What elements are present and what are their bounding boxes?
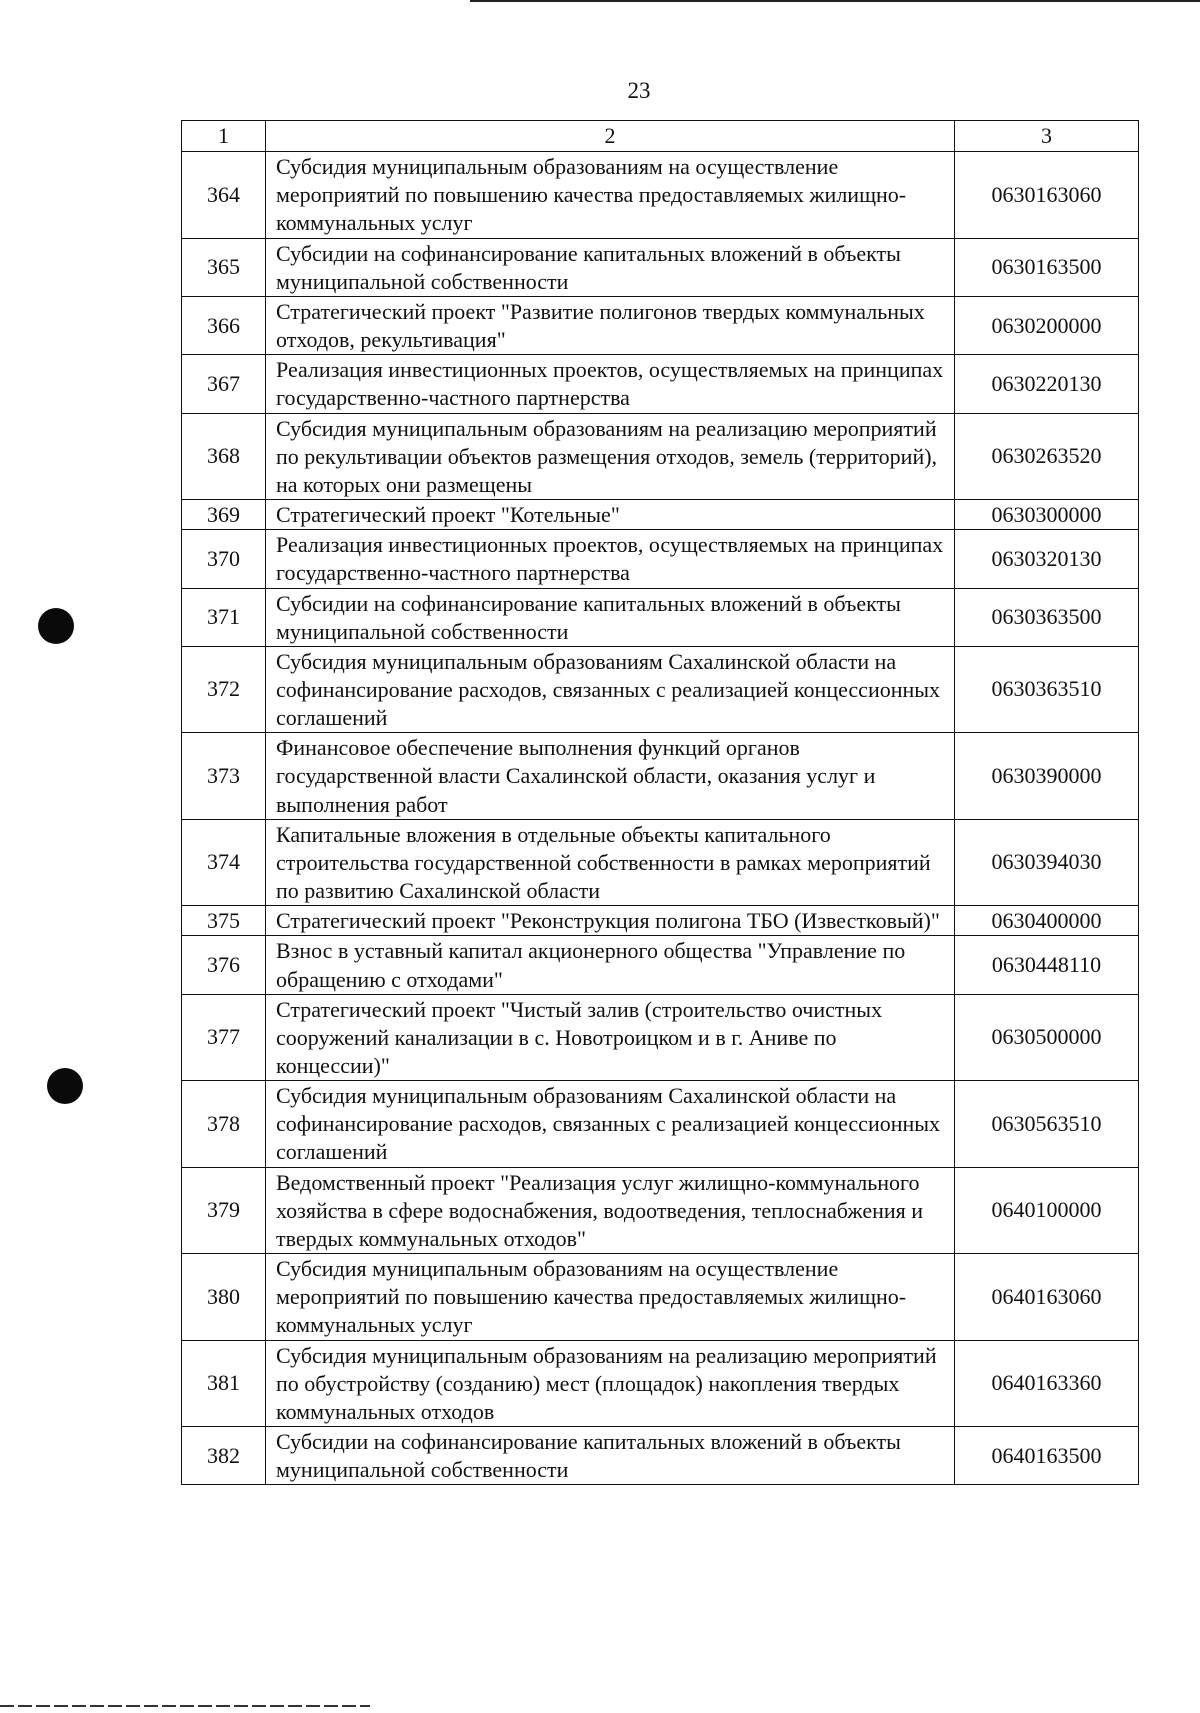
table-row bbox=[182, 819, 1139, 905]
row-number: 371 bbox=[182, 588, 266, 646]
table-row bbox=[182, 355, 1139, 413]
row-name: Стратегический проект "Реконструкция полигона ТБО (Известковый)" bbox=[266, 906, 955, 936]
row-number: 367 bbox=[182, 355, 266, 413]
table-row bbox=[182, 152, 1139, 238]
row-name: Субсидия муниципальным образованиям на реализацию мероприятий по рекультивации объектов размещения отходов, земель (территорий), на которых они размещены bbox=[266, 413, 955, 499]
table-row bbox=[182, 1254, 1139, 1340]
row-code: 0630263520 bbox=[955, 413, 1139, 499]
row-name: Субсидии на софинансирование капитальных вложений в объекты муниципальной собственности bbox=[266, 588, 955, 646]
classification-table bbox=[181, 120, 1139, 1485]
table-row bbox=[182, 906, 1139, 936]
row-name: Реализация инвестиционных проектов, осуществляемых на принципах государственно-частного партнерства bbox=[266, 530, 955, 588]
table-row bbox=[182, 588, 1139, 646]
row-code: 0630563510 bbox=[955, 1081, 1139, 1167]
row-code: 0630363500 bbox=[955, 588, 1139, 646]
row-name: Финансовое обеспечение выполнения функций органов государственной власти Сахалинской области, оказания услуг и выполнения работ bbox=[266, 733, 955, 819]
punch-hole-lower bbox=[47, 1068, 83, 1104]
row-name: Стратегический проект "Развитие полигонов твердых коммунальных отходов, рекультивация" bbox=[266, 296, 955, 354]
row-number: 378 bbox=[182, 1081, 266, 1167]
table-row bbox=[182, 994, 1139, 1080]
table-row bbox=[182, 296, 1139, 354]
row-name: Реализация инвестиционных проектов, осуществляемых на принципах государственно-частного партнерства bbox=[266, 355, 955, 413]
table-row bbox=[182, 1167, 1139, 1253]
table-header-row bbox=[182, 121, 1139, 152]
header-col-2: 2 bbox=[266, 121, 955, 152]
row-name: Стратегический проект "Чистый залив (строительство очистных сооружений канализации в с. Новотроицком и в г. Аниве по концессии)" bbox=[266, 994, 955, 1080]
row-number: 365 bbox=[182, 238, 266, 296]
table-row bbox=[182, 530, 1139, 588]
punch-hole-upper bbox=[38, 608, 74, 644]
row-name: Субсидия муниципальным образованиям Сахалинской области на софинансирование расходов, связанных с реализацией концессионных соглашений bbox=[266, 1081, 955, 1167]
row-number: 364 bbox=[182, 152, 266, 238]
row-code: 0630448110 bbox=[955, 936, 1139, 994]
row-number: 373 bbox=[182, 733, 266, 819]
row-number: 372 bbox=[182, 646, 266, 732]
table-row bbox=[182, 936, 1139, 994]
row-name: Стратегический проект "Котельные" bbox=[266, 500, 955, 530]
table-row bbox=[182, 500, 1139, 530]
row-number: 374 bbox=[182, 819, 266, 905]
row-code: 0640163500 bbox=[955, 1427, 1139, 1485]
row-number: 379 bbox=[182, 1167, 266, 1253]
row-name: Субсидия муниципальным образованиям Сахалинской области на софинансирование расходов, связанных с реализацией концессионных соглашений bbox=[266, 646, 955, 732]
row-name: Субсидия муниципальным образованиям на реализацию мероприятий по обустройству (созданию) мест (площадок) накопления твердых коммунальных отходов bbox=[266, 1340, 955, 1426]
row-number: 380 bbox=[182, 1254, 266, 1340]
row-number: 370 bbox=[182, 530, 266, 588]
row-code: 0640100000 bbox=[955, 1167, 1139, 1253]
row-code: 0630363510 bbox=[955, 646, 1139, 732]
row-number: 376 bbox=[182, 936, 266, 994]
row-code: 0630390000 bbox=[955, 733, 1139, 819]
row-code: 0630163060 bbox=[955, 152, 1139, 238]
table-row bbox=[182, 1340, 1139, 1426]
row-code: 0630163500 bbox=[955, 238, 1139, 296]
row-number: 382 bbox=[182, 1427, 266, 1485]
row-name: Капитальные вложения в отдельные объекты капитального строительства государственной собственности в рамках мероприятий по развитию Сахалинской области bbox=[266, 819, 955, 905]
row-name: Субсидия муниципальным образованиям на осуществление мероприятий по повышению качества предоставляемых жилищно-коммунальных услуг bbox=[266, 152, 955, 238]
table-row bbox=[182, 238, 1139, 296]
row-number: 381 bbox=[182, 1340, 266, 1426]
table-row bbox=[182, 1081, 1139, 1167]
row-code: 0630500000 bbox=[955, 994, 1139, 1080]
row-code: 0640163060 bbox=[955, 1254, 1139, 1340]
row-number: 369 bbox=[182, 500, 266, 530]
row-code: 0640163360 bbox=[955, 1340, 1139, 1426]
row-name: Ведомственный проект "Реализация услуг жилищно-коммунального хозяйства в сфере водоснабжения, водоотведения, теплоснабжения и твердых коммунальных отходов" bbox=[266, 1167, 955, 1253]
table-row bbox=[182, 413, 1139, 499]
table-row bbox=[182, 1427, 1139, 1485]
row-code: 0630394030 bbox=[955, 819, 1139, 905]
scan-edge-top bbox=[470, 0, 1200, 2]
row-name: Субсидия муниципальным образованиям на осуществление мероприятий по повышению качества предоставляемых жилищно-коммунальных услуг bbox=[266, 1254, 955, 1340]
table-row bbox=[182, 646, 1139, 732]
row-name: Субсидии на софинансирование капитальных вложений в объекты муниципальной собственности bbox=[266, 238, 955, 296]
row-code: 0630400000 bbox=[955, 906, 1139, 936]
row-number: 375 bbox=[182, 906, 266, 936]
scan-edge-bottom bbox=[0, 1705, 370, 1707]
page-number: 23 bbox=[627, 78, 651, 103]
table-row bbox=[182, 733, 1139, 819]
row-name: Взнос в уставный капитал акционерного общества "Управление по обращению с отходами" bbox=[266, 936, 955, 994]
row-number: 377 bbox=[182, 994, 266, 1080]
row-code: 0630200000 bbox=[955, 296, 1139, 354]
row-code: 0630320130 bbox=[955, 530, 1139, 588]
row-number: 368 bbox=[182, 413, 266, 499]
header-col-3: 3 bbox=[955, 121, 1139, 152]
row-code: 0630300000 bbox=[955, 500, 1139, 530]
row-number: 366 bbox=[182, 296, 266, 354]
row-name: Субсидии на софинансирование капитальных вложений в объекты муниципальной собственности bbox=[266, 1427, 955, 1485]
row-code: 0630220130 bbox=[955, 355, 1139, 413]
header-col-1: 1 bbox=[182, 121, 266, 152]
